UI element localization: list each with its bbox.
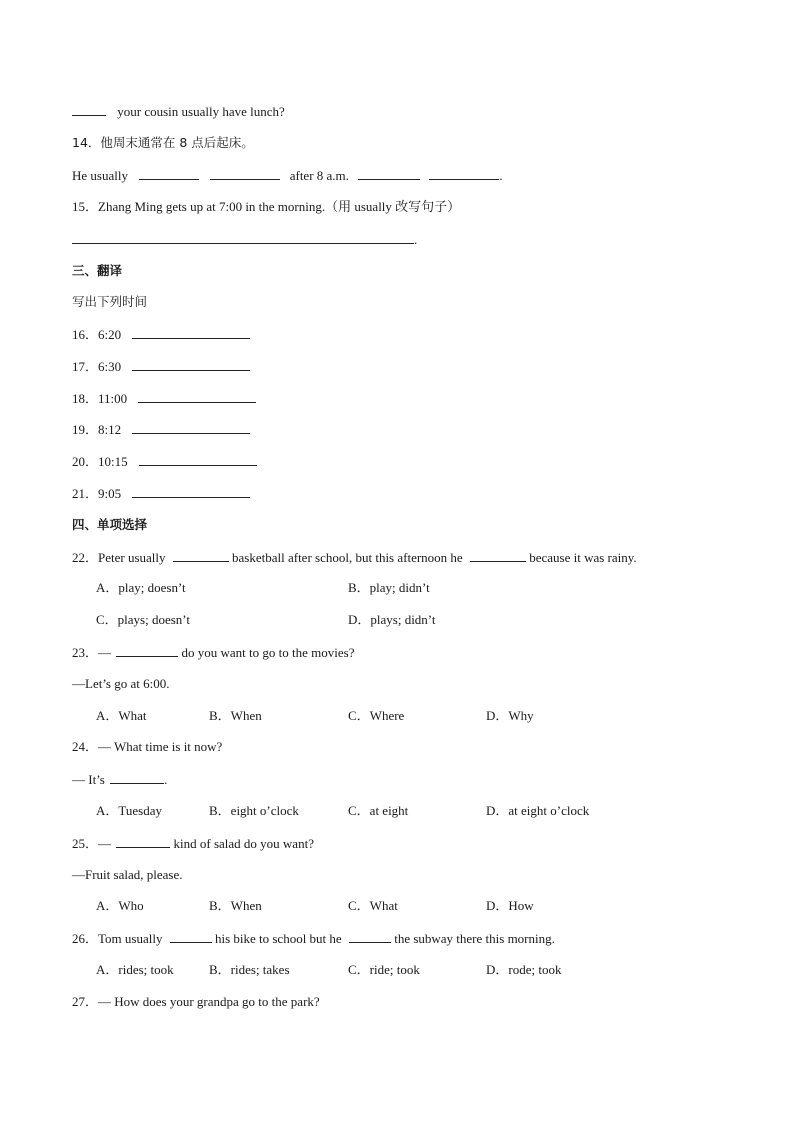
time-item xyxy=(72,326,250,343)
answer-blank[interactable] xyxy=(138,390,256,403)
time-item-label: 20．10:15 xyxy=(72,454,128,469)
section-3-instruction: 写出下列时间 xyxy=(72,294,148,309)
answer-blank[interactable] xyxy=(110,771,164,784)
option-d[interactable]: D．Why xyxy=(486,708,534,723)
answer-blank[interactable] xyxy=(132,358,250,371)
q22-part2: basketball after school, but this afternoon he xyxy=(232,550,463,565)
q14-answer-mid: after 8 a.m. xyxy=(289,168,349,183)
answer-blank[interactable] xyxy=(429,167,499,180)
q24-reply-end: . xyxy=(164,772,168,787)
time-item xyxy=(72,453,257,470)
answer-blank[interactable] xyxy=(470,549,526,562)
answer-blank[interactable] xyxy=(210,167,280,180)
option-c[interactable]: C．ride; took xyxy=(348,962,420,977)
q13-text: your cousin usually have lunch? xyxy=(117,104,285,119)
option-b[interactable]: B．When xyxy=(209,708,262,723)
q14-answer-start: He usually xyxy=(72,168,128,183)
q24-reply xyxy=(72,771,167,788)
answer-blank[interactable] xyxy=(132,421,250,434)
option-c[interactable]: C．What xyxy=(348,898,398,913)
section-4-title: 四、单项选择 xyxy=(72,517,148,532)
answer-blank[interactable] xyxy=(72,231,414,244)
q25-part1: 25．— xyxy=(72,836,112,851)
q23-reply: —Let’s go at 6:00. xyxy=(72,676,170,691)
q24-reply-start: — It’s xyxy=(72,772,105,787)
q23-stem xyxy=(72,644,354,661)
option-c[interactable]: C．Where xyxy=(348,708,405,723)
q25-reply: —Fruit salad, please. xyxy=(72,867,183,882)
q22-part3: because it was rainy. xyxy=(529,550,637,565)
answer-blank[interactable] xyxy=(173,549,229,562)
q23-part1: 23．— xyxy=(72,645,112,660)
option-a[interactable]: A．Who xyxy=(96,898,144,913)
q14-answer-end: . xyxy=(499,168,503,183)
option-d[interactable]: D．plays; didn’t xyxy=(348,612,436,627)
option-d[interactable]: D．How xyxy=(486,898,534,913)
option-c[interactable]: C．plays; doesn’t xyxy=(96,612,191,627)
q14-prompt: 14．他周末通常在 8 点后起床。 xyxy=(72,135,254,150)
time-item-label: 16．6:20 xyxy=(72,327,122,342)
q26-part2: his bike to school but he xyxy=(214,931,342,946)
option-d[interactable]: D．rode; took xyxy=(486,962,562,977)
option-b[interactable]: B．rides; takes xyxy=(209,962,290,977)
q26-stem xyxy=(72,930,555,947)
option-a[interactable]: A．Tuesday xyxy=(96,803,162,818)
option-c[interactable]: C．at eight xyxy=(348,803,409,818)
q14-answer-line xyxy=(72,167,503,184)
option-a[interactable]: A．play; doesn’t xyxy=(96,580,186,595)
q25-stem xyxy=(72,835,314,852)
time-item-label: 17．6:30 xyxy=(72,359,122,374)
q22-part1: 22．Peter usually xyxy=(72,550,166,565)
q27-stem: 27．— How does your grandpa go to the park? xyxy=(72,994,320,1009)
option-a[interactable]: A．What xyxy=(96,708,147,723)
q15-prompt: 15．Zhang Ming gets up at 7:00 in the morning.（用 usually 改写句子） xyxy=(72,199,461,214)
q22-stem xyxy=(72,549,637,566)
time-item-label: 18．11:00 xyxy=(72,391,128,406)
section-3-title: 三、翻译 xyxy=(72,263,123,278)
q15-answer-end: . xyxy=(414,232,418,247)
time-item xyxy=(72,485,250,502)
answer-blank[interactable] xyxy=(139,453,257,466)
option-b[interactable]: B．When xyxy=(209,898,262,913)
q26-part1: 26．Tom usually xyxy=(72,931,163,946)
answer-blank[interactable] xyxy=(116,644,178,657)
time-item xyxy=(72,390,256,407)
q23-part2: do you want to go to the movies? xyxy=(181,645,355,660)
answer-blank[interactable] xyxy=(72,103,106,116)
q13-line xyxy=(72,103,285,120)
option-d[interactable]: D．at eight o’clock xyxy=(486,803,590,818)
q26-part3: the subway there this morning. xyxy=(394,931,555,946)
q24-stem: 24．— What time is it now? xyxy=(72,739,223,754)
time-item-label: 21．9:05 xyxy=(72,486,122,501)
answer-blank[interactable] xyxy=(132,485,250,498)
answer-blank[interactable] xyxy=(139,167,199,180)
answer-blank[interactable] xyxy=(132,326,250,339)
option-b[interactable]: B．play; didn’t xyxy=(348,580,430,595)
q25-part2: kind of salad do you want? xyxy=(173,836,314,851)
time-item xyxy=(72,421,250,438)
answer-blank[interactable] xyxy=(358,167,420,180)
option-b[interactable]: B．eight o’clock xyxy=(209,803,299,818)
option-a[interactable]: A．rides; took xyxy=(96,962,174,977)
answer-blank[interactable] xyxy=(349,930,391,943)
time-item xyxy=(72,358,250,375)
time-item-label: 19．8:12 xyxy=(72,422,122,437)
answer-blank[interactable] xyxy=(170,930,212,943)
q15-answer-line xyxy=(72,231,417,248)
answer-blank[interactable] xyxy=(116,835,170,848)
